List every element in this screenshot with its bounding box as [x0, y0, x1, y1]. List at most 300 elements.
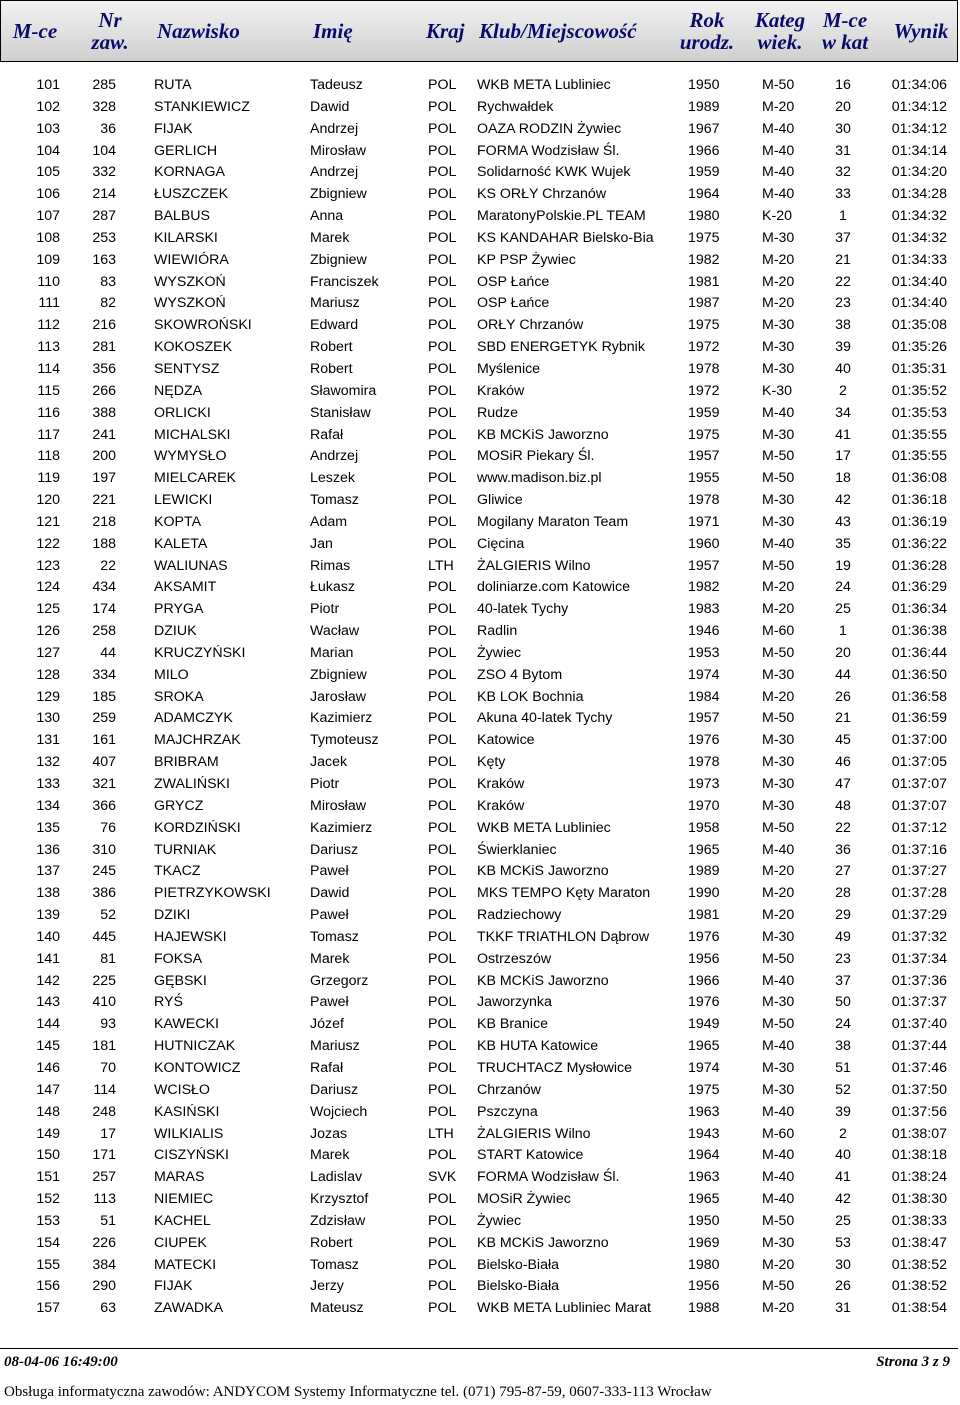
cell-bib: 171 [92, 1147, 116, 1164]
cell-place: 140 [36, 928, 60, 945]
cell-country: POL [428, 928, 457, 945]
cell-country: POL [428, 994, 457, 1011]
cell-place: 101 [36, 77, 60, 93]
cell-country: POL [428, 710, 457, 727]
cell-club: Bielsko-Biała [477, 1278, 560, 1295]
cell-place: 155 [36, 1256, 60, 1273]
cell-bib: 384 [92, 1256, 116, 1273]
cell-result: 01:38:07 [891, 1125, 947, 1142]
cell-first-name: Andrzej [310, 164, 359, 181]
cell-country: POL [428, 1038, 457, 1055]
cell-birth-year: 1958 [688, 819, 720, 836]
table-row [0, 1233, 960, 1255]
table-row [0, 1014, 960, 1036]
cell-place: 128 [36, 666, 60, 683]
cell-last-name: NĘDZA [154, 382, 203, 399]
cell-category-place: 23 [835, 950, 851, 967]
cell-club: MOSiR Żywiec [477, 1191, 571, 1208]
cell-result: 01:37:40 [891, 1016, 947, 1033]
cell-bib: 281 [92, 339, 116, 356]
cell-birth-year: 1955 [688, 470, 720, 487]
table-row [0, 75, 960, 97]
cell-birth-year: 1987 [688, 295, 720, 312]
header-year-line2: urodz. [679, 30, 735, 54]
cell-first-name: Mariusz [310, 1038, 360, 1055]
cell-club: Radziechowy [477, 907, 562, 924]
cell-place: 109 [36, 251, 60, 268]
cell-result: 01:34:12 [891, 120, 947, 137]
cell-last-name: AKSAMIT [154, 579, 217, 596]
table-row [0, 119, 960, 141]
table-row [0, 162, 960, 184]
cell-club: Kraków [477, 382, 525, 399]
cell-category-place: 30 [835, 120, 851, 137]
cell-last-name: SENTYSZ [154, 360, 220, 377]
cell-country: POL [428, 1191, 457, 1208]
table-row [0, 184, 960, 206]
cell-country: POL [428, 404, 457, 421]
cell-birth-year: 1975 [688, 426, 720, 443]
cell-club: KB MCKiS Jaworzno [477, 1234, 609, 1251]
cell-result: 01:37:56 [891, 1103, 947, 1120]
cell-first-name: Robert [310, 360, 353, 377]
cell-category-place: 2 [839, 1125, 847, 1142]
cell-category-place: 48 [835, 797, 851, 814]
cell-country: POL [428, 732, 457, 749]
cell-bib: 248 [92, 1103, 116, 1120]
cell-birth-year: 1975 [688, 1081, 720, 1098]
cell-last-name: HAJEWSKI [154, 928, 227, 945]
cell-place: 112 [37, 317, 60, 334]
cell-birth-year: 1963 [688, 1103, 720, 1120]
cell-club: MKS TEMPO Kęty Maraton [477, 885, 651, 902]
cell-country: POL [428, 229, 457, 246]
cell-result: 01:37:34 [891, 950, 947, 967]
cell-place: 156 [36, 1278, 60, 1295]
table-row [0, 1255, 960, 1277]
cell-category-place: 30 [835, 1256, 851, 1273]
cell-country: POL [428, 535, 457, 552]
cell-country: POL [428, 754, 457, 771]
cell-club: FORMA Wodzisław Śl. [477, 1169, 620, 1186]
cell-bib: 216 [92, 317, 116, 334]
cell-last-name: ADAMCZYK [154, 710, 233, 727]
cell-result: 01:35:31 [891, 360, 947, 377]
cell-category-place: 39 [835, 1103, 851, 1120]
cell-result: 01:38:47 [891, 1234, 947, 1251]
table-row [0, 1102, 960, 1124]
table-row [0, 1080, 960, 1102]
cell-result: 01:36:44 [891, 644, 947, 661]
table-row [0, 861, 960, 883]
cell-club: Akuna 40-latek Tychy [477, 710, 613, 727]
cell-birth-year: 1956 [688, 1278, 720, 1295]
cell-birth-year: 1989 [688, 863, 720, 880]
cell-first-name: Stanisław [310, 404, 371, 421]
cell-category-place: 38 [835, 1038, 851, 1055]
cell-category-place: 17 [835, 448, 851, 465]
table-row [0, 250, 960, 272]
cell-country: POL [428, 251, 457, 268]
cell-first-name: Zbigniew [310, 666, 367, 683]
cell-category: M-40 [762, 142, 795, 159]
table-row [0, 949, 960, 971]
cell-category-place: 52 [835, 1081, 851, 1098]
cell-result: 01:37:44 [891, 1038, 947, 1055]
cell-last-name: WYSZKOŃ [154, 295, 226, 312]
cell-bib: 310 [92, 841, 116, 858]
cell-birth-year: 1957 [688, 557, 720, 574]
cell-first-name: Paweł [310, 994, 349, 1011]
cell-club: KP PSP Żywiec [477, 251, 576, 268]
header-last-name [157, 1, 240, 61]
cell-last-name: RYŚ [154, 994, 183, 1011]
cell-club: Rudze [477, 404, 519, 421]
cell-country: POL [428, 1103, 457, 1120]
header-place [7, 1, 63, 61]
cell-category: M-30 [762, 229, 795, 246]
cell-club: Rychwałdek [477, 98, 554, 115]
cell-country: POL [428, 164, 457, 181]
cell-first-name: Marek [310, 229, 350, 246]
cell-last-name: KONTOWICZ [154, 1059, 241, 1076]
cell-category: M-40 [762, 120, 795, 137]
cell-place: 132 [36, 754, 60, 771]
cell-club: Mogilany Maraton Team [477, 513, 629, 530]
cell-country: POL [428, 1212, 457, 1229]
cell-result: 01:35:08 [891, 317, 947, 334]
cell-club: Radlin [477, 623, 518, 640]
cell-place: 110 [37, 273, 60, 290]
cell-category-place: 26 [835, 1278, 851, 1295]
cell-birth-year: 1976 [688, 994, 720, 1011]
results-table [0, 75, 960, 1320]
header-first-name-text: Imię [313, 19, 353, 43]
cell-birth-year: 1972 [688, 382, 720, 399]
cell-category: M-20 [762, 601, 795, 618]
cell-category: M-30 [762, 776, 795, 792]
cell-last-name: BALBUS [154, 208, 210, 225]
cell-country: POL [428, 1278, 457, 1295]
cell-category-place: 31 [835, 142, 851, 159]
cell-country: POL [428, 339, 457, 356]
cell-result: 01:34:28 [891, 186, 947, 203]
table-row [0, 534, 960, 556]
cell-result: 01:37:36 [891, 972, 947, 989]
cell-last-name: KORDZIŃSKI [154, 819, 241, 836]
table-row [0, 883, 960, 905]
cell-result: 01:37:12 [891, 819, 947, 836]
cell-first-name: Mirosław [310, 797, 366, 814]
cell-country: POL [428, 360, 457, 377]
table-row [0, 708, 960, 730]
cell-bib: 434 [92, 579, 116, 596]
cell-result: 01:34:14 [891, 142, 947, 159]
table-row [0, 446, 960, 468]
cell-category-place: 40 [835, 1147, 851, 1164]
cell-bib: 93 [100, 1016, 116, 1033]
cell-birth-year: 1988 [688, 1300, 720, 1317]
cell-club: Kraków [477, 776, 525, 792]
table-row [0, 512, 960, 534]
cell-club: KB HUTA Katowice [477, 1038, 599, 1055]
cell-category: M-40 [762, 1191, 795, 1208]
cell-category: M-50 [762, 950, 795, 967]
cell-birth-year: 1973 [688, 776, 720, 792]
cell-last-name: CISZYŃSKI [154, 1147, 229, 1164]
cell-bib: 386 [92, 885, 116, 902]
cell-category-place: 34 [835, 404, 851, 421]
cell-category: M-20 [762, 885, 795, 902]
cell-first-name: Marian [310, 644, 354, 661]
cell-club: KB Branice [477, 1016, 548, 1033]
cell-category-place: 25 [835, 601, 851, 618]
cell-result: 01:37:16 [891, 841, 947, 858]
cell-category: M-30 [762, 339, 795, 356]
cell-birth-year: 1963 [688, 1169, 720, 1186]
table-row [0, 621, 960, 643]
cell-category: M-20 [762, 863, 795, 880]
cell-country: POL [428, 77, 457, 93]
cell-place: 153 [36, 1212, 60, 1229]
cell-category-place: 35 [835, 535, 851, 552]
cell-last-name: DZIKI [154, 907, 191, 924]
cell-birth-year: 1975 [688, 229, 720, 246]
cell-category: K-30 [762, 382, 792, 399]
cell-last-name: SKOWROŃSKI [154, 317, 252, 334]
cell-birth-year: 1980 [688, 208, 720, 225]
cell-last-name: HUTNICZAK [154, 1038, 236, 1055]
cell-first-name: Mariusz [310, 295, 360, 312]
cell-category-place: 39 [835, 339, 851, 356]
cell-first-name: Józef [310, 1016, 344, 1033]
cell-first-name: Leszek [310, 470, 355, 487]
cell-place: 123 [36, 557, 60, 574]
table-row [0, 818, 960, 840]
cell-place: 111 [38, 295, 60, 312]
cell-category-place: 20 [835, 644, 851, 661]
cell-result: 01:34:20 [891, 164, 947, 181]
cell-category: M-30 [762, 426, 795, 443]
cell-country: POL [428, 907, 457, 924]
cell-first-name: Sławomira [310, 382, 377, 399]
cell-last-name: CIUPEK [154, 1234, 207, 1251]
cell-category-place: 47 [835, 776, 851, 792]
cell-bib: 410 [92, 994, 116, 1011]
cell-birth-year: 1974 [688, 666, 720, 683]
table-row [0, 927, 960, 949]
cell-category-place: 50 [835, 994, 851, 1011]
cell-last-name: KOKOSZEK [154, 339, 233, 356]
cell-category: M-50 [762, 77, 795, 93]
cell-club: KB MCKiS Jaworzno [477, 426, 609, 443]
cell-birth-year: 1981 [688, 273, 720, 290]
cell-category-place: 41 [835, 426, 851, 443]
cell-place: 144 [36, 1016, 60, 1033]
cell-place: 135 [36, 819, 60, 836]
cell-country: POL [428, 1147, 457, 1164]
cell-country: POL [428, 797, 457, 814]
cell-last-name: MARAS [154, 1169, 205, 1186]
cell-result: 01:34:32 [891, 208, 947, 225]
cell-bib: 366 [92, 797, 116, 814]
cell-first-name: Dariusz [310, 1081, 359, 1098]
cell-category-place: 28 [835, 885, 851, 902]
table-row [0, 425, 960, 447]
cell-result: 01:38:30 [891, 1191, 947, 1208]
cell-club: FORMA Wodzisław Śl. [477, 142, 620, 159]
cell-first-name: Wacław [310, 623, 360, 640]
cell-first-name: Tomasz [310, 492, 359, 509]
cell-birth-year: 1976 [688, 928, 720, 945]
cell-result: 01:38:52 [891, 1256, 947, 1273]
table-row [0, 97, 960, 119]
cell-category: M-20 [762, 251, 795, 268]
cell-place: 152 [36, 1191, 60, 1208]
cell-bib: 83 [100, 273, 116, 290]
cell-country: POL [428, 448, 457, 465]
cell-last-name: GRYCZ [154, 797, 204, 814]
cell-category: K-20 [762, 208, 792, 225]
cell-bib: 259 [92, 710, 116, 727]
cell-place: 133 [36, 776, 60, 792]
cell-place: 157 [36, 1300, 60, 1317]
cell-birth-year: 1981 [688, 907, 720, 924]
footer-timestamp: 08-04-06 16:49:00 [4, 1354, 118, 1370]
cell-category: M-30 [762, 666, 795, 683]
header-year-line1: Rok [689, 8, 725, 32]
cell-birth-year: 1960 [688, 535, 720, 552]
cell-result: 01:36:34 [891, 601, 947, 618]
cell-bib: 218 [92, 513, 116, 530]
cell-result: 01:34:33 [891, 251, 947, 268]
cell-last-name: GĘBSKI [154, 972, 207, 989]
table-row [0, 752, 960, 774]
cell-result: 01:38:33 [891, 1212, 947, 1229]
cell-place: 147 [36, 1081, 60, 1098]
cell-club: Kęty [477, 754, 506, 771]
cell-club: KB MCKiS Jaworzno [477, 863, 609, 880]
cell-result: 01:37:28 [891, 885, 947, 902]
cell-place: 137 [36, 863, 60, 880]
cell-result: 01:37:37 [891, 994, 947, 1011]
cell-result: 01:36:18 [891, 492, 947, 509]
cell-result: 01:37:29 [891, 907, 947, 924]
cell-country: POL [428, 1059, 457, 1076]
table-row [0, 1189, 960, 1211]
cell-bib: 287 [92, 208, 116, 225]
cell-place: 146 [36, 1059, 60, 1076]
cell-first-name: Marek [310, 950, 350, 967]
cell-category: M-30 [762, 1234, 795, 1251]
cell-category-place: 49 [835, 928, 851, 945]
cell-result: 01:36:58 [891, 688, 947, 705]
cell-category: M-50 [762, 819, 795, 836]
header-bib-line1: Nr [98, 8, 122, 32]
cell-birth-year: 1966 [688, 972, 720, 989]
cell-club: SBD ENERGETYK Rybnik [477, 339, 645, 356]
cell-club: doliniarze.com Katowice [477, 579, 630, 596]
cell-last-name: GERLICH [154, 142, 218, 159]
cell-place: 102 [36, 98, 60, 115]
cell-bib: 241 [92, 426, 116, 443]
cell-last-name: WCISŁO [154, 1081, 210, 1098]
cell-birth-year: 1957 [688, 448, 720, 465]
cell-last-name: FIJAK [154, 120, 193, 137]
cell-club: KS ORŁY Chrzanów [477, 186, 607, 203]
cell-result: 01:35:26 [891, 339, 947, 356]
header-country [426, 1, 465, 61]
cell-last-name: KRUCZYŃSKI [154, 644, 246, 661]
cell-club: Ostrzeszów [477, 950, 552, 967]
cell-result: 01:38:52 [891, 1278, 947, 1295]
cell-birth-year: 1966 [688, 142, 720, 159]
cell-country: POL [428, 142, 457, 159]
cell-last-name: ŁUSZCZEK [154, 186, 229, 203]
cell-bib: 332 [92, 164, 116, 181]
cell-club: WKB META Lubliniec [477, 819, 611, 836]
cell-first-name: Wojciech [310, 1103, 368, 1120]
cell-birth-year: 1978 [688, 754, 720, 771]
cell-last-name: MATECKI [154, 1256, 217, 1273]
cell-category: M-60 [762, 1125, 795, 1142]
cell-club: MaratonyPolskie.PL TEAM [477, 208, 646, 225]
cell-country: POL [428, 623, 457, 640]
cell-bib: 226 [92, 1234, 116, 1251]
cell-last-name: WILKIALIS [154, 1125, 224, 1142]
cell-country: POL [428, 885, 457, 902]
cell-first-name: Zbigniew [310, 186, 367, 203]
cell-result: 01:37:27 [891, 863, 947, 880]
cell-first-name: Dawid [310, 885, 350, 902]
cell-place: 105 [36, 164, 60, 181]
cell-bib: 197 [92, 470, 116, 487]
cell-bib: 221 [92, 492, 116, 509]
table-row [0, 992, 960, 1014]
table-row [0, 1145, 960, 1167]
footer-divider [0, 1348, 958, 1349]
cell-bib: 328 [92, 98, 116, 115]
header-category-line1: Kateg [754, 8, 806, 32]
cell-category: M-50 [762, 644, 795, 661]
cell-result: 01:34:12 [891, 98, 947, 115]
cell-category: M-60 [762, 623, 795, 640]
cell-birth-year: 1982 [688, 251, 720, 268]
table-row [0, 403, 960, 425]
cell-bib: 22 [100, 557, 116, 574]
cell-first-name: Franciszek [310, 273, 379, 290]
cell-first-name: Tomasz [310, 1256, 359, 1273]
cell-bib: 257 [92, 1169, 116, 1186]
cell-category-place: 42 [835, 1191, 851, 1208]
cell-last-name: MIELCAREK [154, 470, 236, 487]
cell-first-name: Piotr [310, 776, 340, 792]
table-row [0, 971, 960, 993]
table-row [0, 599, 960, 621]
cell-last-name: DZIUK [154, 623, 197, 640]
cell-category: M-30 [762, 1081, 795, 1098]
table-row [0, 774, 960, 796]
footer-page-number: Strona 3 z 9 [876, 1354, 950, 1370]
cell-bib: 76 [100, 819, 116, 836]
cell-result: 01:37:46 [891, 1059, 947, 1076]
cell-first-name: Mateusz [310, 1300, 364, 1317]
cell-first-name: Piotr [310, 601, 340, 618]
cell-country: POL [428, 1234, 457, 1251]
cell-last-name: ZWALIŃSKI [154, 776, 230, 792]
cell-club: Myślenice [477, 360, 541, 377]
cell-result: 01:37:00 [891, 732, 947, 749]
